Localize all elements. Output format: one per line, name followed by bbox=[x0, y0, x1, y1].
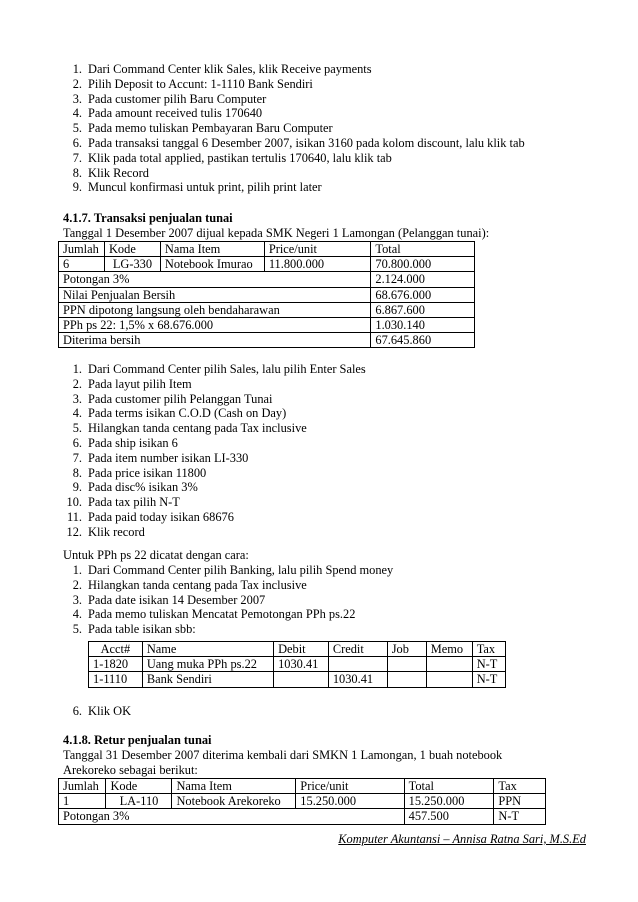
list-item: 7. Klik pada total applied, pastikan tertulis 170640, lalu klik tab bbox=[72, 150, 392, 165]
list-item: 9. Muncul konfirmasi untuk print, pilih print later bbox=[72, 180, 322, 195]
table-cell: 1030.41 bbox=[274, 657, 329, 672]
summary-value: 457.500 bbox=[404, 809, 494, 824]
table-row bbox=[89, 657, 506, 672]
list-item: 5. Pada memo tuliskan Pembayaran Baru Computer bbox=[72, 121, 333, 136]
list-item: 5. Pada table isikan sbb: bbox=[72, 622, 196, 637]
table-row bbox=[89, 672, 506, 687]
table-cell: 1030.41 bbox=[328, 672, 387, 687]
section-418-intro-line2: Arekoreko sebagai berikut: bbox=[63, 763, 198, 777]
summary-value: 68.676.000 bbox=[371, 287, 475, 302]
list-item: 1. Dari Command Center pilih Banking, lalu pilih Spend money bbox=[72, 563, 394, 577]
table-cell: PPN bbox=[494, 794, 546, 809]
list-item: 9. Pada disc% isikan 3% bbox=[72, 480, 198, 495]
table-header-row bbox=[89, 642, 506, 657]
summary-value: 6.867.600 bbox=[371, 302, 475, 317]
summary-label: Diterima bersih bbox=[59, 333, 371, 348]
header-cell: Total bbox=[404, 779, 494, 794]
table-cell: 15.250.000 bbox=[296, 794, 404, 809]
receive-payment-steps bbox=[63, 62, 525, 195]
table-row bbox=[59, 318, 475, 333]
table-cell bbox=[426, 672, 472, 687]
header-cell: Jumlah bbox=[59, 779, 106, 794]
table-cell: N-T bbox=[472, 672, 505, 687]
list-item: 6. Klik OK bbox=[72, 704, 132, 718]
table-cell: Notebook Imurao bbox=[160, 257, 264, 272]
table-row bbox=[59, 302, 475, 317]
list-item: 2. Hilangkan tanda centang pada Tax inclusive bbox=[72, 577, 307, 592]
summary-label: PPN dipotong langsung oleh bendaharawan bbox=[59, 302, 371, 317]
summary-label: PPh ps 22: 1,5% x 68.676.000 bbox=[59, 318, 371, 333]
table-header-row bbox=[59, 779, 546, 794]
summary-label: Potongan 3% bbox=[59, 809, 405, 824]
summary-value: 1.030.140 bbox=[371, 318, 475, 333]
header-cell: Price/unit bbox=[296, 779, 404, 794]
header-cell: Nama Item bbox=[160, 242, 264, 257]
spend-money-table bbox=[88, 641, 506, 688]
table-cell: 70.800.000 bbox=[371, 257, 475, 272]
table-cell: 1 bbox=[59, 794, 106, 809]
list-item: 4. Pada memo tuliskan Mencatat Pemotongan PPh ps.22 bbox=[72, 607, 356, 622]
summary-tax: N-T bbox=[494, 809, 546, 824]
header-cell: Acct# bbox=[89, 642, 143, 657]
table-cell: Uang muka PPh ps.22 bbox=[142, 657, 273, 672]
section-417-intro: Tanggal 1 Desember 2007 dijual kepada SMK Negeri 1 Lamongan (Pelanggan tunai): bbox=[63, 226, 490, 240]
table-cell bbox=[328, 657, 387, 672]
list-item: 8. Klik Record bbox=[72, 165, 149, 180]
table-cell bbox=[274, 672, 329, 687]
section-418-intro-line1: Tanggal 31 Desember 2007 diterima kembali dari SMKN 1 Lamongan, 1 buah notebook bbox=[63, 748, 503, 762]
final-step bbox=[63, 704, 131, 719]
enter-sales-steps bbox=[60, 362, 366, 540]
summary-value: 2.124.000 bbox=[371, 272, 475, 287]
table-cell: 11.800.000 bbox=[264, 257, 371, 272]
table-cell: LA-110 bbox=[106, 794, 172, 809]
header-cell: Credit bbox=[328, 642, 387, 657]
list-item: 12. Klik record bbox=[66, 524, 145, 539]
table-cell bbox=[387, 657, 426, 672]
header-cell: Debit bbox=[274, 642, 329, 657]
list-item: 1. Dari Command Center pilih Sales, lalu pilih Enter Sales bbox=[72, 362, 366, 376]
header-cell: Job bbox=[387, 642, 426, 657]
list-item: 5. Hilangkan tanda centang pada Tax inclusive bbox=[72, 421, 307, 436]
header-cell: Nama Item bbox=[172, 779, 296, 794]
list-item: 4. Pada terms isikan C.O.D (Cash on Day) bbox=[72, 406, 287, 421]
list-item: 3. Pada customer pilih Baru Computer bbox=[72, 91, 267, 106]
list-item: 6. Pada ship isikan 6 bbox=[72, 435, 178, 450]
table-cell: Bank Sendiri bbox=[142, 672, 273, 687]
header-cell: Price/unit bbox=[264, 242, 371, 257]
header-cell: Kode bbox=[106, 779, 172, 794]
table-cell bbox=[387, 672, 426, 687]
list-item: 2. Pada layut pilih Item bbox=[72, 376, 192, 391]
list-item: 6. Pada transaksi tanggal 6 Desember 2007, isikan 3160 pada kolom discount, lalu klik tab bbox=[72, 135, 525, 150]
table-cell bbox=[426, 657, 472, 672]
table-row bbox=[59, 809, 546, 824]
list-item: 3. Pada date isikan 14 Desember 2007 bbox=[72, 592, 266, 607]
table-cell: N-T bbox=[472, 657, 505, 672]
table-cell: 1-1820 bbox=[89, 657, 143, 672]
spend-money-steps bbox=[63, 563, 393, 637]
list-item: 11. Pada paid today isikan 68676 bbox=[66, 509, 234, 524]
summary-label: Nilai Penjualan Bersih bbox=[59, 287, 371, 302]
pph-intro: Untuk PPh ps 22 dicatat dengan cara: bbox=[63, 548, 249, 562]
list-item: 7. Pada item number isikan LI-330 bbox=[72, 450, 249, 465]
table-row bbox=[59, 794, 546, 809]
section-418-heading: 4.1.8. Retur penjualan tunai bbox=[63, 733, 212, 747]
table-cell: 1-1110 bbox=[89, 672, 143, 687]
summary-label: Potongan 3% bbox=[59, 272, 371, 287]
list-item: 3. Pada customer pilih Pelanggan Tunai bbox=[72, 391, 273, 406]
list-item: 2. Pilih Deposit to Accunt: 1-1110 Bank Sendiri bbox=[72, 76, 313, 91]
table-cell: Notebook Arekoreko bbox=[172, 794, 296, 809]
table-cell: LG-330 bbox=[104, 257, 160, 272]
table-cell: 6 bbox=[59, 257, 105, 272]
list-item: 1. Dari Command Center klik Sales, klik Receive payments bbox=[72, 62, 372, 76]
list-item: 4. Pada amount received tulis 170640 bbox=[72, 106, 263, 121]
header-cell: Memo bbox=[426, 642, 472, 657]
header-cell: Tax bbox=[472, 642, 505, 657]
header-cell: Kode bbox=[104, 242, 160, 257]
table-row bbox=[59, 257, 475, 272]
header-cell: Tax bbox=[494, 779, 546, 794]
list-item: 10. Pada tax pilih N-T bbox=[66, 495, 180, 510]
table-header-row bbox=[59, 242, 475, 257]
page-footer: Komputer Akuntansi – Annisa Ratna Sari, M.S.Ed bbox=[338, 832, 586, 846]
return-table bbox=[58, 778, 546, 825]
header-cell: Total bbox=[371, 242, 475, 257]
header-cell: Jumlah bbox=[59, 242, 105, 257]
list-item: 8. Pada price isikan 11800 bbox=[72, 465, 207, 480]
table-row bbox=[59, 333, 475, 348]
summary-value: 67.645.860 bbox=[371, 333, 475, 348]
sales-table bbox=[58, 241, 475, 348]
section-417-heading: 4.1.7. Transaksi penjualan tunai bbox=[63, 211, 233, 225]
header-cell: Name bbox=[142, 642, 273, 657]
table-row bbox=[59, 272, 475, 287]
table-cell: 15.250.000 bbox=[404, 794, 494, 809]
table-row bbox=[59, 287, 475, 302]
